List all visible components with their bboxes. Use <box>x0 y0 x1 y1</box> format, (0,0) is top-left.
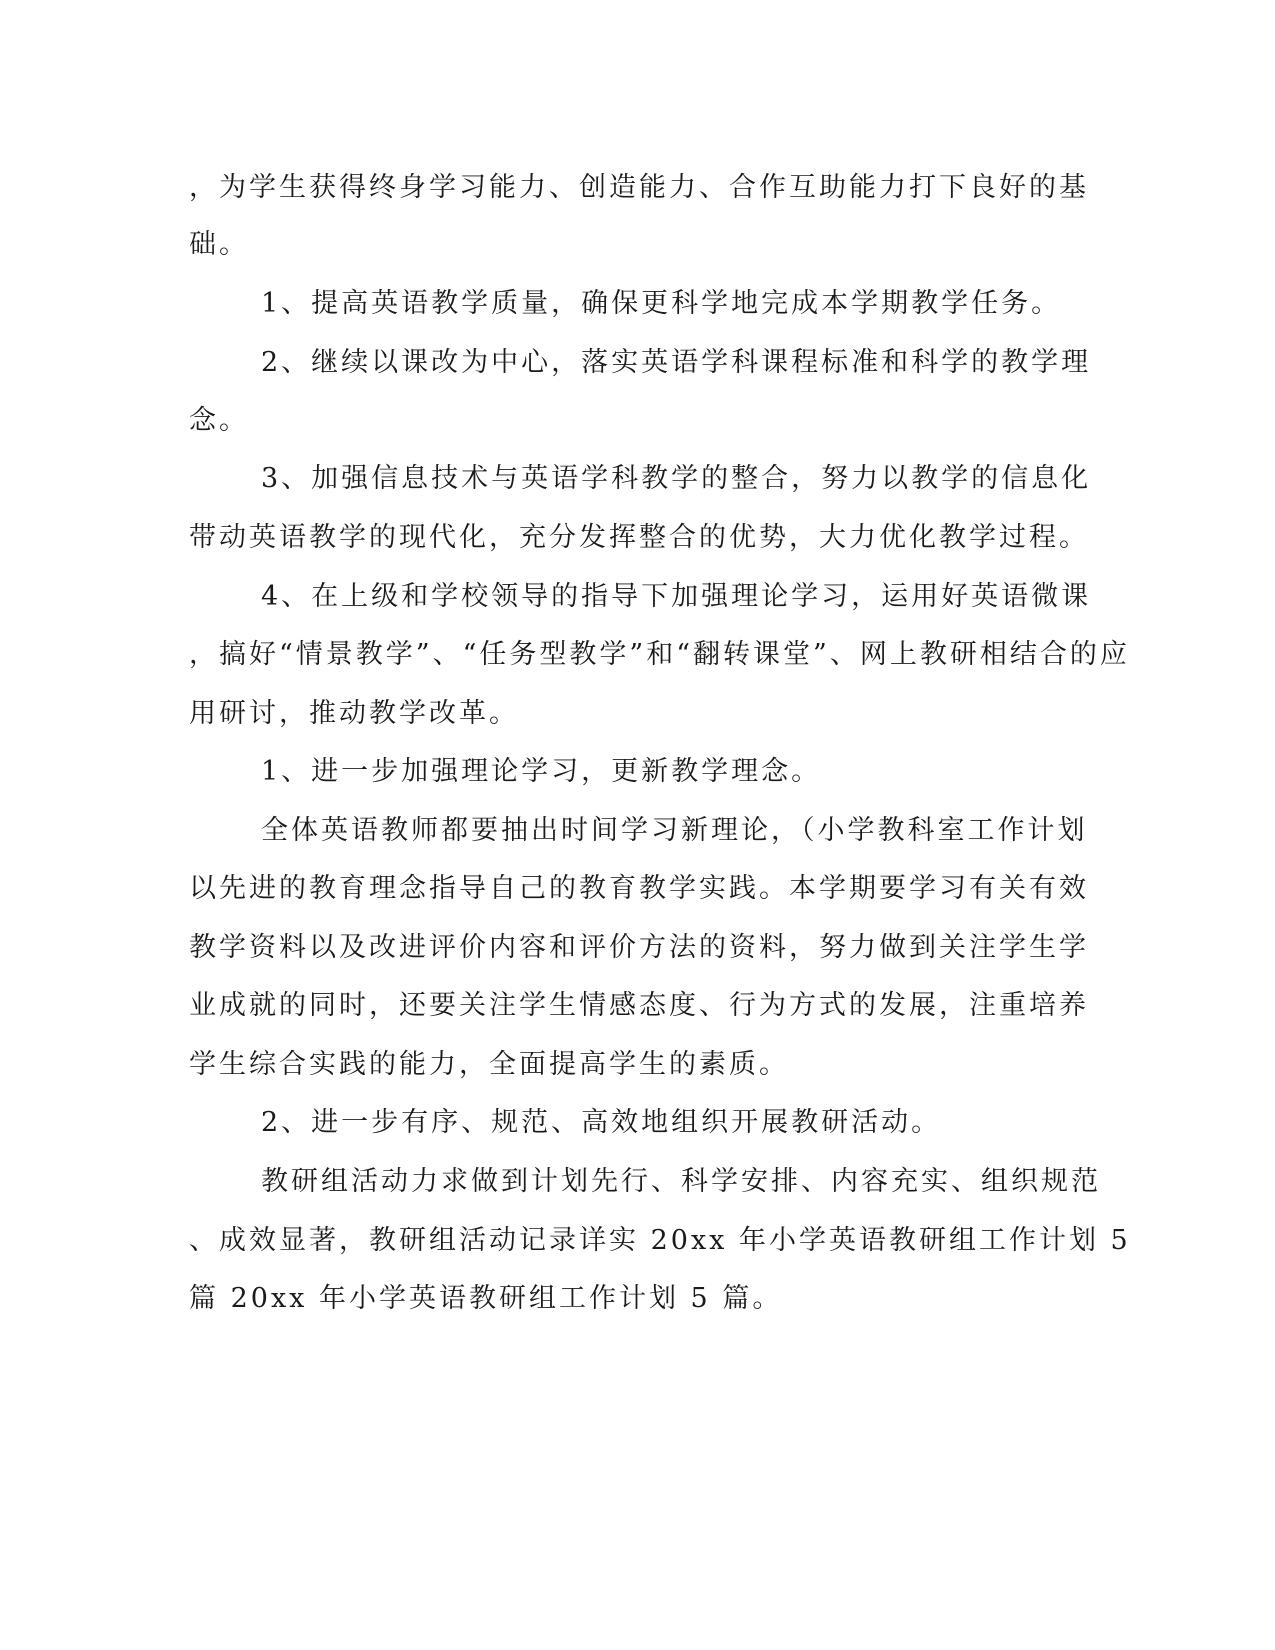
text-line: 3、加强信息技术与英语学科教学的整合，努力以教学的信息化 <box>261 463 1092 494</box>
text-line: 4、在上级和学校领导的指导下加强理论学习，运用好英语微课 <box>261 581 1092 612</box>
text-line: 学生综合实践的能力，全面提高学生的素质。 <box>189 1049 789 1080</box>
text-line: 带动英语教学的现代化，充分发挥整合的优势，大力优化教学过程。 <box>189 522 1089 553</box>
text-line: 全体英语教师都要抽出时间学习新理论，（小学教科室工作计划 <box>261 815 1088 846</box>
text-line: 教研组活动力求做到计划先行、科学安排、内容充实、组织规范 <box>261 1166 1101 1197</box>
text-line: 念。 <box>189 405 249 436</box>
text-line: ，搞好“情景教学”、“任务型教学”和“翻转课堂”、网上教研相结合的应 <box>189 639 1130 670</box>
text-line: 以先进的教育理念指导自己的教育教学实践。本学期要学习有关有效 <box>189 873 1089 904</box>
text-line: 业成就的同时，还要关注学生情感态度、行为方式的发展，注重培养 <box>189 990 1089 1021</box>
text-line: 、成效显著，教研组活动记录详实 20xx 年小学英语教研组工作计划 5 <box>189 1225 1131 1256</box>
text-line: 1、进一步加强理论学习，更新教学理念。 <box>261 756 822 787</box>
text-line: 教学资料以及改进评价内容和评价方法的资料，努力做到关注学生学 <box>189 932 1089 963</box>
text-line: 用研讨，推动教学改革。 <box>189 698 519 729</box>
text-line: 2、继续以课改为中心，落实英语学科课程标准和科学的教学理 <box>261 347 1092 378</box>
text-line: 础。 <box>189 229 249 260</box>
text-line: 2、进一步有序、规范、高效地组织开展教研活动。 <box>261 1107 942 1138</box>
text-line: ，为学生获得终身学习能力、创造能力、合作互助能力打下良好的基 <box>189 172 1089 203</box>
text-line: 篇 20xx 年小学英语教研组工作计划 5 篇。 <box>189 1283 783 1314</box>
text-line: 1、提高英语教学质量，确保更科学地完成本学期教学任务。 <box>261 288 1062 319</box>
